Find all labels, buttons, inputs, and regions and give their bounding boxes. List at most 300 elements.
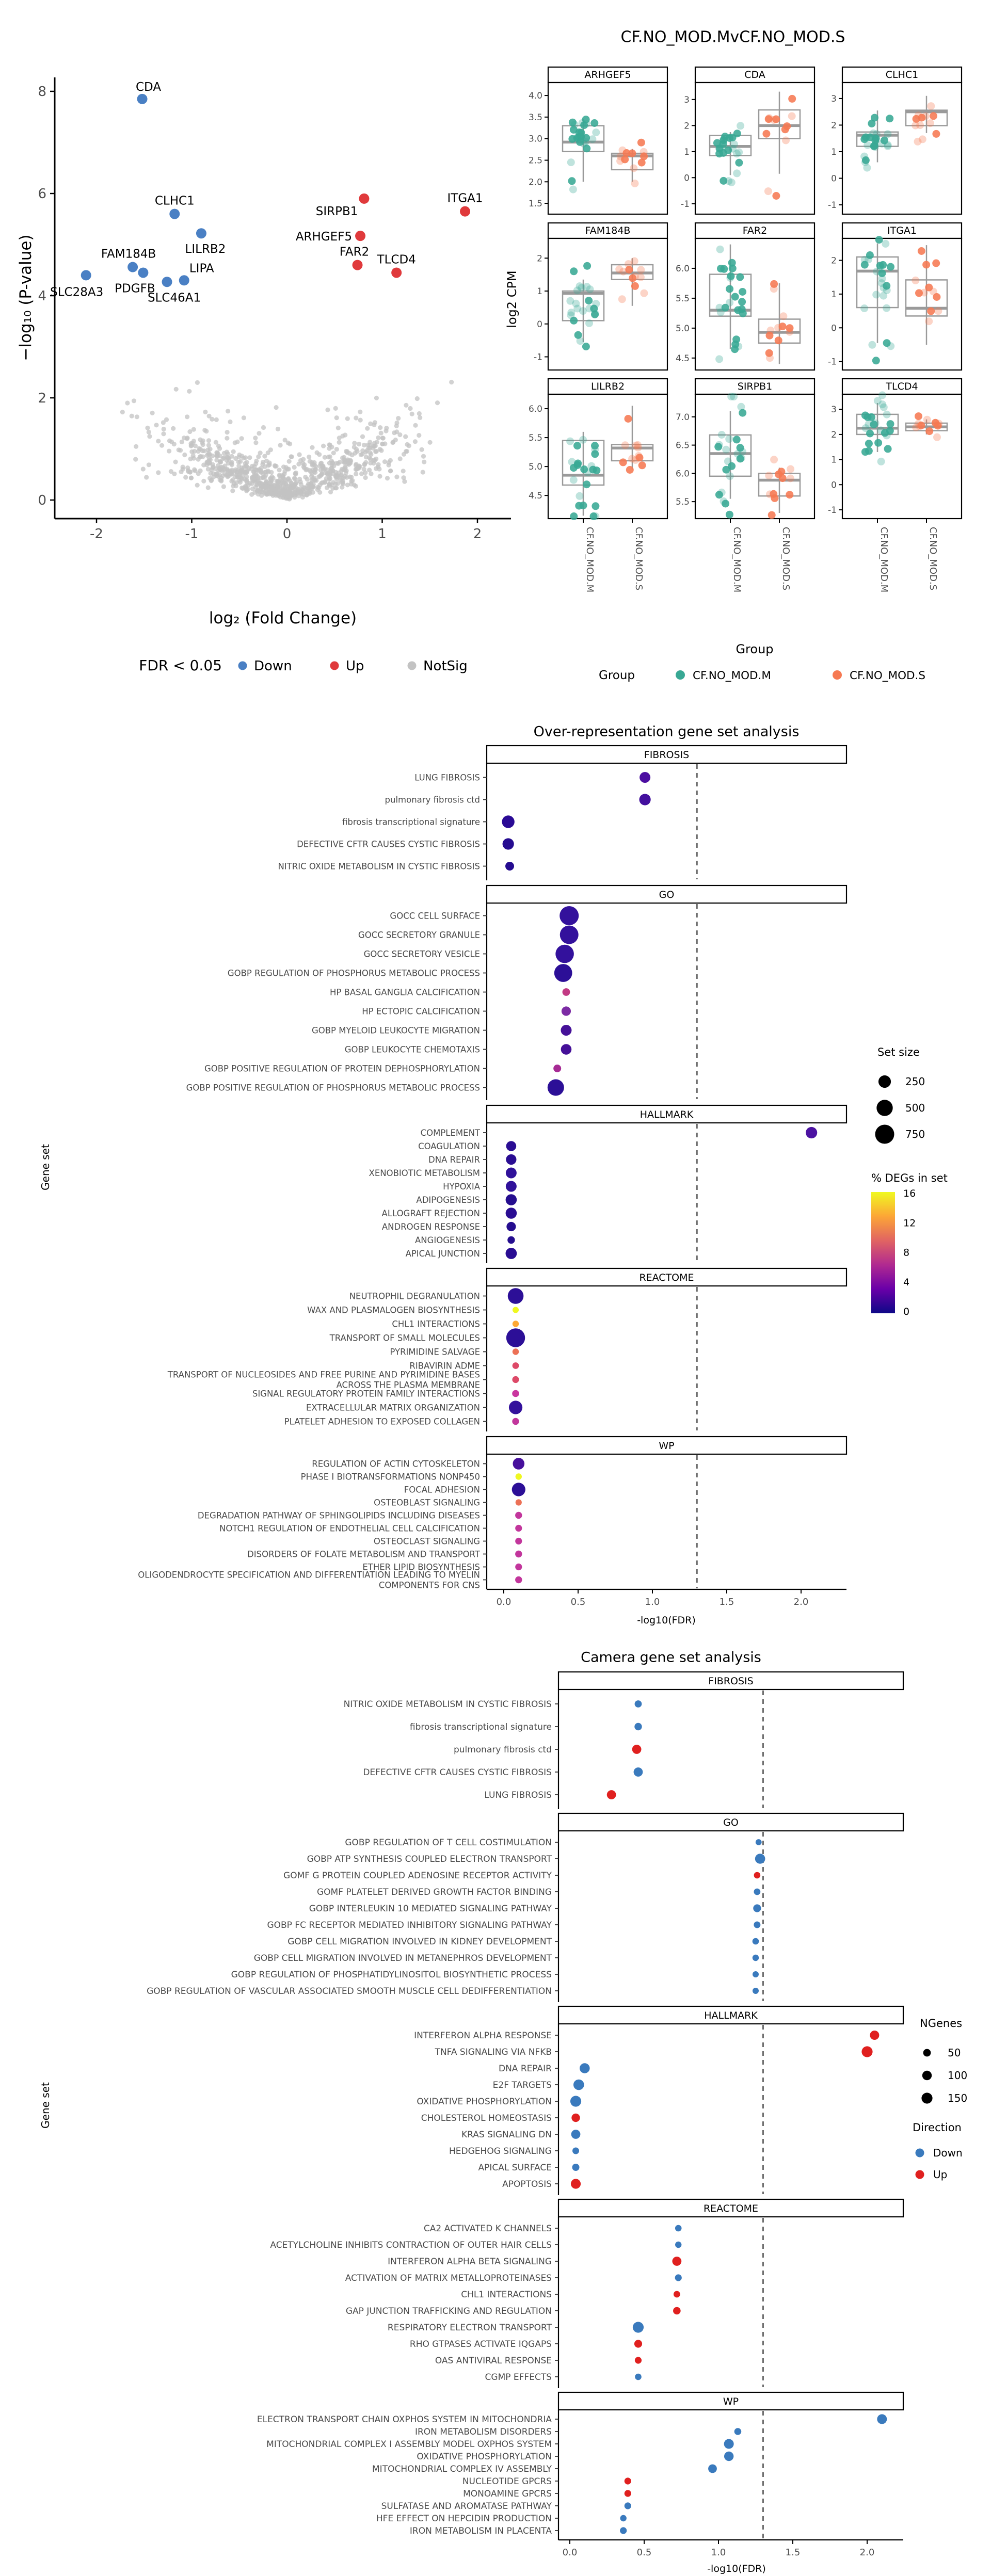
volcano-point xyxy=(387,460,391,465)
jitter-point xyxy=(715,355,723,363)
geneset-dot xyxy=(508,1288,524,1304)
volcano-point xyxy=(187,389,191,394)
jitter-point xyxy=(726,285,733,293)
jitter-point xyxy=(576,492,583,500)
volcano-point xyxy=(401,469,406,473)
geneset-row-label: NEUTROPHIL DEGRANULATION xyxy=(349,1291,480,1301)
volcano-point xyxy=(410,412,414,416)
jitter-point xyxy=(777,468,785,475)
jitter-point xyxy=(865,447,873,455)
geneset-row-label: HFE EFFECT ON HEPCIDIN PRODUCTION xyxy=(376,2514,552,2524)
volcano-point xyxy=(372,444,377,448)
volcano-point xyxy=(253,472,258,476)
geneset-dot xyxy=(506,1208,517,1219)
geneset-dot xyxy=(571,2179,581,2188)
geneset-row-label: DNA REPAIR xyxy=(498,2064,552,2074)
volcano-legend-title: FDR < 0.05 xyxy=(139,657,222,674)
jitter-point xyxy=(582,343,590,350)
volcano-point xyxy=(211,462,215,467)
legend-dot xyxy=(408,662,417,670)
volcano-point xyxy=(321,464,325,469)
volcano-gene-point xyxy=(169,209,180,219)
jitter-point xyxy=(583,283,590,291)
geneset-row-label: PLATELET ADHESION TO EXPOSED COLLAGEN xyxy=(284,1416,480,1427)
volcano-gene-point xyxy=(359,194,369,204)
geneset-dot xyxy=(506,1194,517,1205)
volcano-point xyxy=(380,442,385,446)
geneset-dot xyxy=(513,1307,519,1313)
geneset-dot xyxy=(513,1348,519,1355)
y-tick-label: 2 xyxy=(831,429,837,440)
jitter-point xyxy=(570,126,578,134)
y-tick-label: -1 xyxy=(534,352,542,363)
volcano-point xyxy=(133,457,138,462)
jitter-point xyxy=(733,436,741,443)
volcano-point xyxy=(257,481,261,486)
volcano-point xyxy=(374,396,379,400)
volcano-sig-points xyxy=(50,81,483,304)
gene-label: SIRPB1 xyxy=(315,204,358,218)
volcano-point xyxy=(330,469,335,473)
y-tick-label: 4.5 xyxy=(675,353,690,364)
jitter-point xyxy=(717,309,725,316)
jitter-point xyxy=(871,143,879,151)
cpm-y-label: log2 CPM xyxy=(505,270,519,328)
volcano-point xyxy=(327,475,331,480)
legend-item-label: Down xyxy=(254,658,292,674)
jitter-point xyxy=(590,119,598,127)
volcano-point xyxy=(255,489,260,493)
geneset-dot xyxy=(580,2063,590,2073)
x-tick-label: -2 xyxy=(90,526,103,542)
y-tick-label: 1 xyxy=(831,289,837,300)
jitter-point xyxy=(927,308,935,315)
volcano-point xyxy=(205,447,210,452)
geneset-row-label: GOBP CELL MIGRATION INVOLVED IN KIDNEY DEVELOPMENT xyxy=(287,1937,552,1947)
volcano-point xyxy=(413,423,418,428)
volcano-point xyxy=(345,457,350,462)
facet-header-label: FAM184B xyxy=(585,225,631,236)
volcano-point xyxy=(421,454,426,459)
volcano-point xyxy=(328,490,333,494)
geneset-dot xyxy=(633,2322,644,2332)
volcano-point xyxy=(261,475,266,480)
volcano-point xyxy=(167,449,171,454)
volcano-point xyxy=(189,476,194,480)
jitter-point xyxy=(914,138,922,146)
volcano-point xyxy=(381,436,386,441)
x-tick-label: CF.NO_MOD.S xyxy=(780,527,791,591)
jitter-point xyxy=(728,259,736,267)
volcano-point xyxy=(360,452,364,457)
geneset-dot xyxy=(634,2340,642,2347)
geneset-dot xyxy=(754,1872,761,1879)
volcano-gene-point xyxy=(391,267,402,278)
volcano-point xyxy=(376,436,380,440)
jitter-point xyxy=(918,114,925,122)
volcano-point xyxy=(167,439,172,443)
geneset-dot xyxy=(673,2307,681,2315)
volcano-point xyxy=(413,439,418,444)
volcano-point xyxy=(250,487,255,491)
volcano-point xyxy=(292,495,297,500)
facet-HALLMARK xyxy=(369,1105,846,1263)
jitter-point xyxy=(861,412,869,420)
geneset-row-label: SIGNAL REGULATORY PROTEIN FAMILY INTERACTIONS xyxy=(252,1389,480,1399)
geneset-dot xyxy=(506,1154,516,1165)
volcano-point xyxy=(182,453,187,457)
geneset-row-label: RESPIRATORY ELECTRON TRANSPORT xyxy=(387,2323,552,2333)
volcano-point xyxy=(230,488,235,493)
volcano-point xyxy=(325,408,330,412)
size-legend-dot xyxy=(876,1100,892,1116)
jitter-point xyxy=(887,263,894,271)
geneset-dot xyxy=(753,1955,759,1961)
volcano-point xyxy=(342,467,347,472)
volcano-gene-point xyxy=(81,270,91,280)
volcano-point xyxy=(156,470,161,475)
volcano-point xyxy=(352,445,357,449)
volcano-point xyxy=(192,449,197,454)
jitter-point xyxy=(782,137,790,144)
geneset-dot xyxy=(861,2046,872,2057)
jitter-point xyxy=(881,429,889,437)
volcano-point xyxy=(350,478,355,483)
volcano-point xyxy=(249,492,254,497)
volcano-point xyxy=(415,396,420,401)
volcano-point xyxy=(274,405,279,410)
jitter-point xyxy=(788,112,796,120)
volcano-point xyxy=(333,481,338,486)
volcano-point xyxy=(382,459,387,464)
volcano-point xyxy=(316,486,321,490)
volcano-point xyxy=(383,429,388,433)
jitter-point xyxy=(884,130,891,138)
geneset-row-label: NUCLEOTIDE GPCRS xyxy=(462,2476,552,2487)
volcano-point xyxy=(350,453,355,457)
geneset-dot xyxy=(506,1248,517,1259)
geneset-row-label: KRAS SIGNALING DN xyxy=(461,2130,552,2140)
geneset-dot xyxy=(640,794,651,805)
facet-WP xyxy=(257,2392,903,2540)
jitter-point xyxy=(786,491,793,498)
geneset-row-label: INTERFERON ALPHA BETA SIGNALING xyxy=(388,2257,552,2267)
facet-GO xyxy=(147,1813,903,2002)
geneset-row-label: INTERFERON ALPHA RESPONSE xyxy=(414,2031,552,2041)
jitter-point xyxy=(770,456,778,463)
geneset-dot xyxy=(620,2527,627,2534)
color-legend-tick-label: 0 xyxy=(903,1306,910,1317)
x-tick-label: 1.5 xyxy=(785,2547,801,2558)
volcano-point xyxy=(428,440,433,445)
jitter-point xyxy=(866,430,874,438)
volcano-point xyxy=(215,450,220,455)
jitter-point xyxy=(927,102,935,110)
volcano-point xyxy=(417,433,421,438)
volcano-point xyxy=(120,410,125,414)
size-legend-label: 250 xyxy=(905,1075,925,1088)
jitter-point xyxy=(930,112,937,120)
direction-legend-label: Down xyxy=(933,2147,963,2159)
facet-header-label: ITGA1 xyxy=(887,225,917,236)
volcano-point xyxy=(403,434,408,439)
facet-header-label: WP xyxy=(723,2396,739,2407)
facet-header-label: FIBROSIS xyxy=(644,749,690,761)
volcano-point xyxy=(297,452,302,457)
volcano-point xyxy=(173,460,178,464)
geneset-row-label: PYRIMIDINE SALVAGE xyxy=(390,1347,480,1357)
gene-panel-ARHGEF5 xyxy=(529,67,667,214)
jitter-point xyxy=(872,357,880,364)
volcano-point xyxy=(225,436,229,441)
x-tick-label: 2.0 xyxy=(793,1597,809,1607)
geneset-dot xyxy=(561,1044,572,1055)
camera-dotplot xyxy=(147,1672,967,2558)
gene-label: FAR2 xyxy=(339,245,370,259)
jitter-point xyxy=(866,134,874,141)
jitter-point xyxy=(726,472,734,480)
y-tick-label: 3 xyxy=(831,405,837,415)
volcano-point xyxy=(279,478,284,483)
jitter-point xyxy=(733,169,741,177)
y-tick-label: 6.0 xyxy=(675,469,690,479)
size-legend-label: 100 xyxy=(948,2069,968,2082)
geneset-row-label: PHASE I BIOTRANSFORMATIONS NONP450 xyxy=(300,1472,480,1482)
jitter-point xyxy=(567,312,575,319)
geneset-dot xyxy=(505,862,514,871)
jitter-point xyxy=(768,511,776,519)
geneset-row-label: APOPTOSIS xyxy=(502,2179,552,2189)
direction-legend-dot xyxy=(916,2170,924,2179)
facet-FIBROSIS xyxy=(344,1672,903,1809)
volcano-point xyxy=(305,489,310,493)
jitter-point xyxy=(567,158,575,166)
volcano-point xyxy=(404,403,408,408)
jitter-point xyxy=(592,310,599,318)
volcano-point xyxy=(354,472,358,476)
volcano-point xyxy=(244,463,248,468)
jitter-point xyxy=(634,441,642,449)
camera-y-label: Gene set xyxy=(39,2082,52,2129)
volcano-point xyxy=(287,459,292,464)
geneset-dot xyxy=(753,1938,759,1945)
jitter-point xyxy=(865,440,873,447)
geneset-dot xyxy=(515,1564,522,1570)
y-tick-label: 5.0 xyxy=(675,323,690,334)
volcano-point xyxy=(418,415,422,420)
geneset-dot xyxy=(753,1971,759,1977)
legend-dot xyxy=(833,670,842,680)
volcano-gene-point xyxy=(353,260,363,270)
gene-label: FAM184B xyxy=(101,247,156,261)
panel-frame xyxy=(842,394,962,519)
geneset-row-label: DEFECTIVE CFTR CAUSES CYSTIC FIBROSIS xyxy=(363,1767,552,1778)
geneset-row-label: ADIPOGENESIS xyxy=(416,1195,480,1205)
jitter-point xyxy=(884,142,891,150)
geneset-row-label: OSTEOCLAST SIGNALING xyxy=(373,1536,480,1547)
jitter-point xyxy=(636,454,644,461)
x-tick-label: 1.0 xyxy=(645,1597,660,1607)
jitter-point xyxy=(734,306,742,314)
geneset-dot xyxy=(515,1512,522,1519)
geneset-dot xyxy=(756,1839,762,1845)
volcano-point xyxy=(407,443,411,448)
volcano-point xyxy=(195,380,200,385)
jitter-point xyxy=(863,164,871,172)
volcano-point xyxy=(377,466,381,471)
legend-item-label: CF.NO_MOD.M xyxy=(693,669,771,682)
y-tick-label: -1 xyxy=(828,505,837,516)
volcano-point xyxy=(228,420,232,424)
cpm-boxplot-grid xyxy=(529,67,962,682)
jitter-point xyxy=(788,95,796,103)
geneset-dot xyxy=(513,1362,519,1369)
volcano-point xyxy=(299,482,303,487)
geneset-dot xyxy=(640,772,650,783)
geneset-row-label: MITOCHONDRIAL COMPLEX I ASSEMBLY MODEL OXPHOS SYSTEM xyxy=(266,2439,552,2450)
volcano-point xyxy=(279,487,283,491)
volcano-point xyxy=(216,468,221,473)
gene-panel-CLHC1 xyxy=(828,67,962,214)
volcano-point xyxy=(333,486,338,490)
jitter-point xyxy=(738,298,746,305)
jitter-point xyxy=(770,116,778,124)
geneset-dot xyxy=(515,1551,522,1557)
geneset-row-label: APICAL SURFACE xyxy=(478,2163,552,2173)
jitter-point xyxy=(880,404,888,411)
volcano-point xyxy=(162,427,166,431)
volcano-point xyxy=(319,481,324,486)
x-tick-label: CF.NO_MOD.M xyxy=(584,527,595,593)
jitter-point xyxy=(616,157,624,165)
volcano-point xyxy=(363,475,368,480)
jitter-point xyxy=(912,122,919,130)
y-tick-label: 1 xyxy=(537,286,542,297)
volcano-point xyxy=(373,420,377,425)
y-tick-label: 2 xyxy=(684,121,690,132)
y-tick-label: 6.0 xyxy=(675,263,690,274)
geneset-row-label: E2F TARGETS xyxy=(492,2080,552,2090)
geneset-dot xyxy=(506,1181,517,1192)
volcano-gene-point xyxy=(179,275,189,285)
volcano-point xyxy=(297,490,301,494)
volcano-point xyxy=(358,418,363,423)
geneset-row-label: ACROSS THE PLASMA MEMBRANE xyxy=(336,1380,480,1390)
jitter-point xyxy=(715,441,723,449)
jitter-point xyxy=(640,289,648,297)
jitter-point xyxy=(576,282,584,290)
geneset-row-label: XENOBIOTIC METABOLISM xyxy=(369,1168,480,1178)
volcano-point xyxy=(248,481,252,486)
jitter-point xyxy=(621,441,629,449)
y-tick-label: 0 xyxy=(831,323,837,334)
geneset-row-label: GOMF G PROTEIN COUPLED ADENOSINE RECEPTOR ACTIVITY xyxy=(283,1871,552,1881)
volcano-plot xyxy=(38,77,511,674)
geneset-dot xyxy=(634,1767,643,1777)
x-tick-label: 1.5 xyxy=(719,1597,734,1607)
volcano-point xyxy=(150,411,155,415)
geneset-dot xyxy=(607,1790,616,1799)
y-tick-label: 0 xyxy=(684,173,690,184)
gene-panel-FAR2 xyxy=(676,223,814,370)
volcano-point xyxy=(191,427,196,432)
volcano-point xyxy=(331,450,336,455)
jitter-point xyxy=(720,497,728,505)
volcano-point xyxy=(147,462,151,467)
jitter-point xyxy=(766,490,774,498)
volcano-point xyxy=(125,400,130,405)
geneset-dot xyxy=(870,2031,879,2040)
volcano-point xyxy=(204,429,209,433)
geneset-row-label: ELECTRON TRANSPORT CHAIN OXPHOS SYSTEM IN MITOCHONDRIA xyxy=(257,2414,552,2425)
geneset-row-label: fibrosis transcriptional signature xyxy=(409,1722,552,1732)
geneset-row-label: CHOLESTEROL HOMEOSTASIS xyxy=(421,2113,552,2123)
volcano-point xyxy=(225,455,229,459)
volcano-point xyxy=(217,446,222,451)
geneset-row-label: ANDROGEN RESPONSE xyxy=(381,1222,480,1232)
geneset-dot xyxy=(515,1538,522,1544)
volcano-point xyxy=(185,414,189,419)
geneset-row-label: GOBP REGULATION OF PHOSPHATIDYLINOSITOL BIOSYNTHETIC PROCESS xyxy=(231,1970,552,1980)
jitter-point xyxy=(727,272,735,280)
color-legend-tick-label: 8 xyxy=(903,1247,910,1259)
y-tick-label: 8 xyxy=(38,84,46,100)
jitter-point xyxy=(764,187,772,195)
volcano-point xyxy=(234,484,238,488)
jitter-point xyxy=(619,458,627,466)
volcano-point xyxy=(277,473,282,477)
volcano-point xyxy=(221,484,226,489)
volcano-point xyxy=(326,455,331,459)
volcano-point xyxy=(314,478,318,483)
volcano-point xyxy=(310,445,314,450)
legend-item-label: Up xyxy=(346,658,364,674)
color-legend-tick-label: 12 xyxy=(903,1217,916,1229)
volcano-point xyxy=(230,462,234,467)
volcano-point xyxy=(243,470,247,474)
jitter-point xyxy=(933,433,941,441)
jitter-point xyxy=(731,341,739,348)
volcano-gene-point xyxy=(355,231,365,241)
volcano-point xyxy=(359,471,364,476)
x-tick-label: CF.NO_MOD.M xyxy=(731,527,742,593)
jitter-point xyxy=(625,415,632,423)
jitter-point xyxy=(781,125,789,133)
volcano-point xyxy=(244,489,249,493)
x-tick-label: 2 xyxy=(473,526,482,542)
geneset-row-label: CHL1 INTERACTIONS xyxy=(392,1319,480,1329)
y-tick-label: 4.0 xyxy=(528,91,542,102)
volcano-point xyxy=(396,416,401,421)
volcano-point xyxy=(159,443,164,448)
y-tick-label: 2.0 xyxy=(528,177,542,188)
size-legend-title: Set size xyxy=(877,1046,920,1058)
y-tick-label: 3.0 xyxy=(528,134,542,144)
gene-label: CLHC1 xyxy=(154,194,195,208)
jitter-point xyxy=(637,139,645,147)
y-tick-label: 5.5 xyxy=(528,433,542,444)
geneset-row-label: CA2 ACTIVATED K CHANNELS xyxy=(423,2224,552,2234)
geneset-dot xyxy=(516,1499,522,1505)
volcano-legend xyxy=(139,657,468,674)
jitter-point xyxy=(585,319,593,327)
geneset-dot xyxy=(555,945,574,963)
direction-legend xyxy=(913,2121,963,2181)
volcano-point xyxy=(301,464,306,469)
jitter-point xyxy=(729,134,737,141)
geneset-dot xyxy=(754,1889,760,1895)
volcano-point xyxy=(219,476,223,480)
